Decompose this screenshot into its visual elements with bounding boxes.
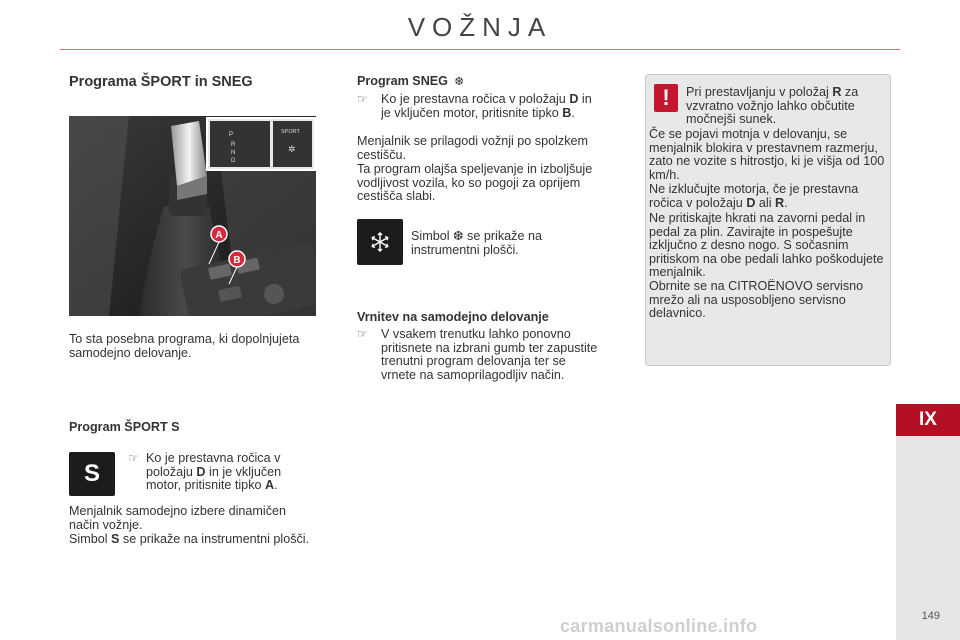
snow-description: Menjalnik se prilagodi vožnji po spolzkem cestišču. — [357, 134, 588, 162]
sport-symbol-note: Simbol S se prikaže na instrumentni plošči. — [69, 532, 310, 546]
sport-instruction: ☞ Ko je prestavna ročica v položaju D in je vključen motor, pritisnite tipko A. — [128, 451, 282, 492]
svg-text:R: R — [231, 142, 236, 148]
hand-pointer-icon: ☞ — [357, 92, 368, 106]
section-title: Programa ŠPORT in SNEG — [69, 74, 253, 90]
svg-text:D: D — [231, 158, 236, 164]
hand-pointer-icon: ☞ — [357, 327, 368, 341]
intro-paragraph: To sta posebna programa, ki dopolnjujeta samodejno delovanje. — [69, 332, 300, 360]
snowflake-icon: ❆ — [453, 229, 464, 243]
return-heading: Vrnitev na samodejno delovanje — [357, 310, 549, 324]
svg-text:N: N — [231, 150, 236, 156]
snow-symbol-box — [357, 219, 403, 265]
header-divider — [60, 49, 900, 50]
snow-benefit: Ta program olajša speljevanje in izboljšuje vodljivost vozila, ko so pogoji za oprijem cestišča slabi. — [357, 162, 593, 203]
return-instruction: ☞ V vsakem trenutku lahko ponovno pritisnete na izbrani gumb ter zapustite trenutni program delovanja ter se vrnete na samoprilagodljiv način. — [357, 327, 598, 382]
snow-heading: Program SNEG ❆ — [357, 74, 464, 88]
page-number: 149 — [921, 610, 940, 622]
callout-b-label: B — [233, 255, 241, 266]
gear-selector-photo — [69, 116, 316, 316]
sport-description: Menjalnik samodejno izbere dinamičen način vožnje. — [69, 504, 287, 532]
watermark: carmanualsonline.info — [560, 616, 758, 636]
svg-text:✲: ✲ — [288, 144, 296, 154]
exclamation-icon: ! — [654, 84, 678, 112]
svg-text:P: P — [229, 132, 234, 138]
snow-instruction: ☞ Ko je prestavna ročica v položaju D in je vključen motor, pritisnite tipko B. — [357, 92, 592, 120]
gear-selector-illustration — [69, 116, 316, 316]
warning-pedals-note: Ne pritiskajte hkrati na zavorni pedal in pedal za plin. Zavirajte in pospešujte izključno z desno nogo. S sočasnim pritiskom na obe pedali lahko poškodujete menjalnik. — [649, 211, 884, 279]
hand-pointer-icon: ☞ — [128, 451, 139, 465]
inset-sport-label: SPORT — [281, 129, 300, 135]
sport-heading: Program ŠPORT S — [69, 420, 180, 434]
snow-symbol-note: Simbol ❆ se prikaže na instrumentni plošči. — [411, 229, 542, 257]
snowflake-icon — [357, 219, 403, 265]
warning-service-note: Obrnite se na CITROËNOVO servisno mrežo ali na usposobljeno servisno delavnico. — [649, 279, 864, 320]
callout-a-label: A — [215, 230, 223, 241]
snowflake-icon: ❆ — [454, 76, 464, 88]
warning-engine-note: Ne izklučujte motorja, če je prestavna ročica v položaju D ali R. — [649, 182, 859, 210]
warning-fault-note: Če se pojavi motnja v delovanju, se menjalnik blokira v prestavnem razmerju, zato ne vozite s hitrostjo, ki je višja od 100 km/h. — [649, 127, 885, 182]
page-title: VOŽNJA — [407, 12, 553, 42]
warning-reverse-note: Pri prestavljanju v položaj R za vzvratno vožnjo lahko občutite močnejši sunek. — [686, 85, 859, 126]
sport-s-icon: S — [69, 452, 115, 496]
chapter-tab[interactable]: IX — [896, 404, 960, 436]
